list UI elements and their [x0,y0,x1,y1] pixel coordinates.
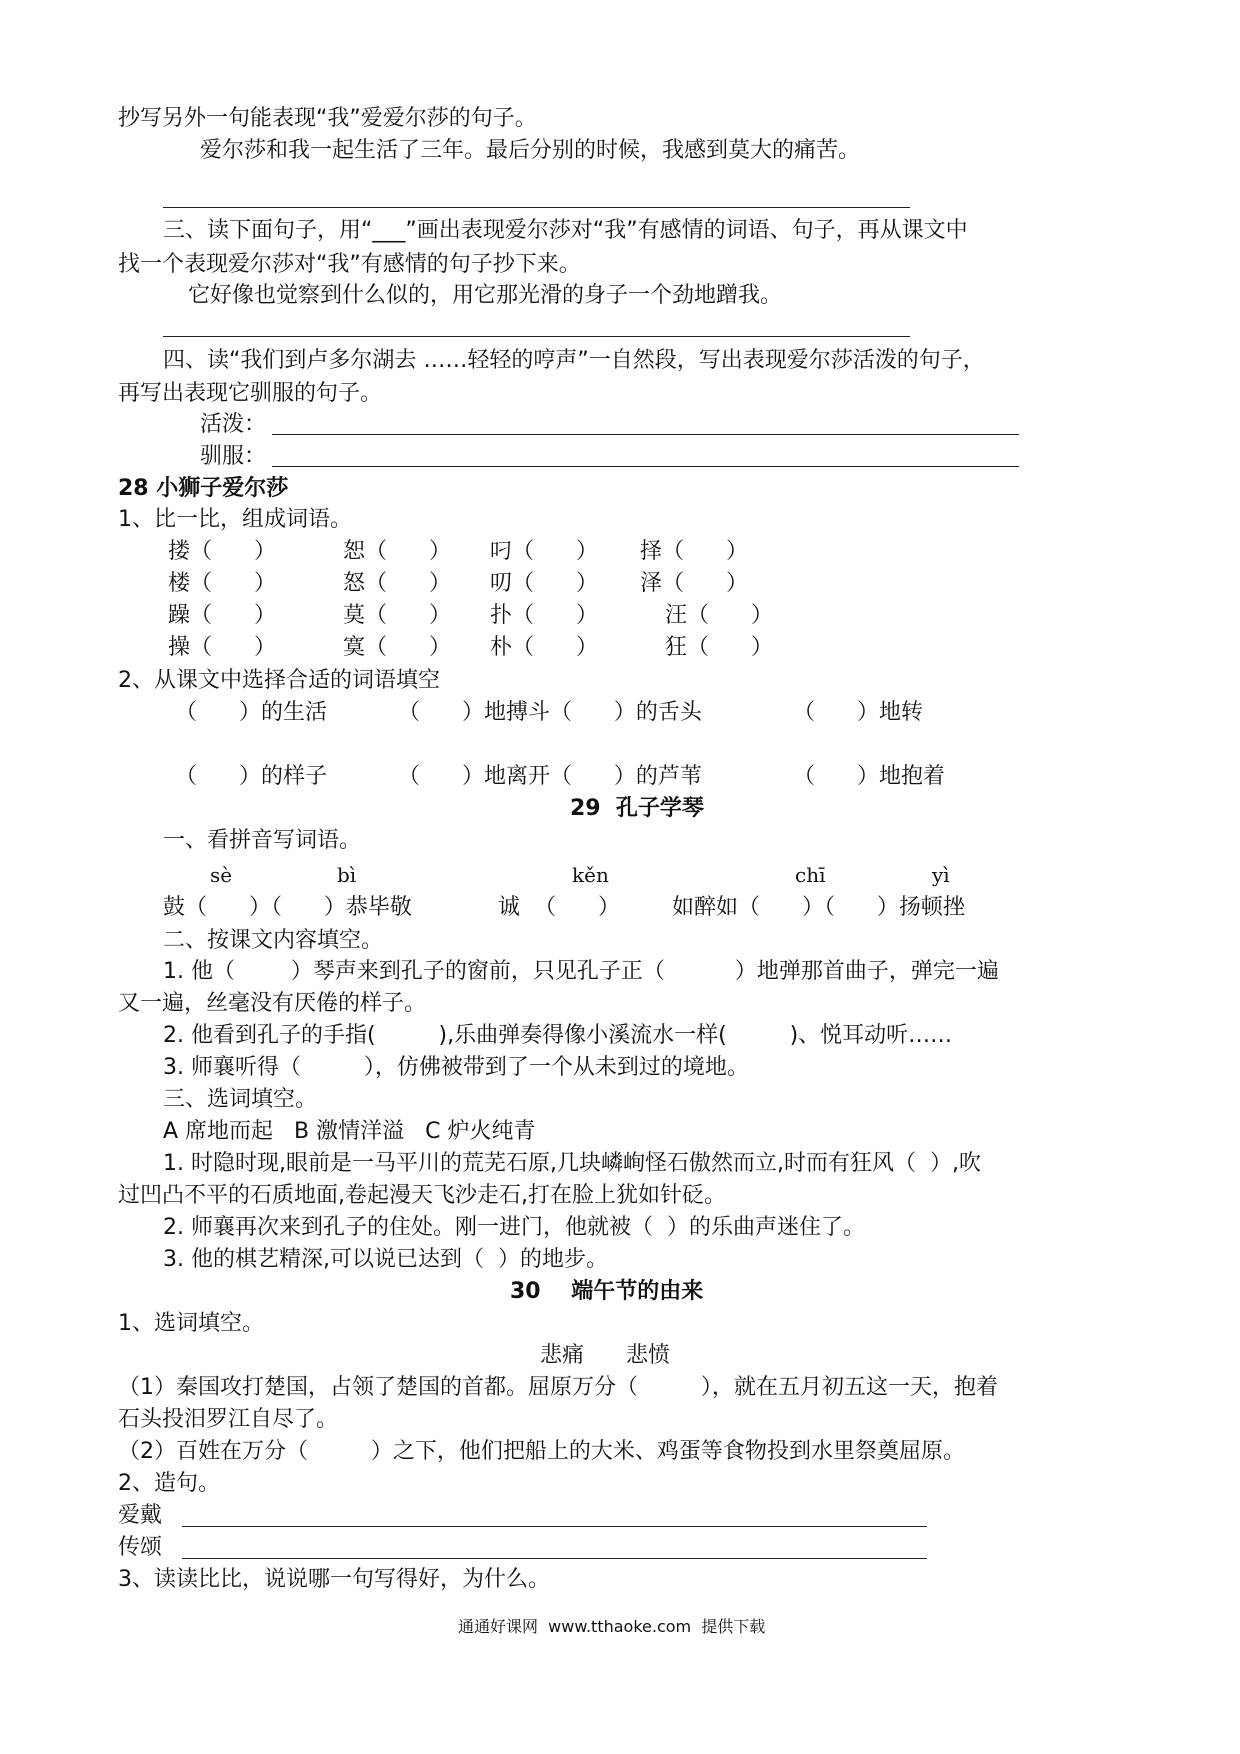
fill-sentence: 石头投汨罗江自尽了。 [118,1407,339,1432]
q3-line-2: 找一个表现爱尔莎对“我”有感情的句子抄下来。 [118,252,581,277]
char-item: 叨（ ） [490,571,598,596]
fill-item: （ ）的样子 [175,764,327,789]
sec30-q1: 1、选词填空。 [118,1311,264,1336]
choice-sentence: 2. 师襄再次来到孔子的住处。刚一进门，他就被（ ）的乐曲声迷住了。 [163,1215,865,1240]
pinyin-word: 鼓（ ）（ ）恭毕敬 [163,895,412,920]
fill-sentence: 3. 师襄听得（ ），仿佛被带到了一个从未到过的境地。 [163,1055,749,1080]
fill-sentence: （1）秦国攻打楚国，占领了楚国的首都。屈原万分（ ），就在五月初五这一天，抱着 [118,1375,998,1400]
char-item: 搂（ ） [168,539,276,564]
pinyin: bì [337,863,357,887]
q4-line-2: 再写出表现它驯服的句子。 [118,381,383,406]
fill-item: （ ）地离开（ ）的芦苇 [398,764,702,789]
pinyin: kěn [572,863,609,887]
lively-answer-line[interactable] [272,434,1019,435]
fill-item: （ ）地转 [793,700,923,725]
choice-sentence: 3. 他的棋艺精深,可以说已达到（ ）的地步。 [163,1247,608,1272]
sec29-h3: 三、选词填空。 [163,1087,318,1112]
lesson-28-title: 28 小狮子爱尔莎 [118,476,289,501]
pinyin-word: 如醉如（ ）（ ）扬顿挫 [672,895,965,920]
char-item: 叼（ ） [490,539,598,564]
pinyin: sè [210,863,233,887]
answer-line[interactable] [182,1526,927,1527]
footer-credit: 通通好课网 www.tthaoke.com 提供下载 [458,1617,766,1636]
sec30-q3: 3、读读比比，说说哪一句写得好，为什么。 [118,1567,550,1592]
fill-sentence: （2）百姓在万分（ ）之下，他们把船上的大米、鸡蛋等食物投到水里祭奠屈原。 [118,1439,965,1464]
char-item: 恕（ ） [343,539,451,564]
q3-sentence: 它好像也觉察到什么似的，用它那光滑的身子一个劲地蹭我。 [188,283,783,308]
char-item: 泽（ ） [640,571,748,596]
pinyin: chī [795,863,826,887]
char-item: 寞（ ） [343,635,451,660]
char-item: 择（ ） [640,539,748,564]
answer-line[interactable] [163,336,910,337]
sec29-h2: 二、按课文内容填空。 [163,928,384,953]
tame-label: 驯服： [200,444,267,469]
lively-label: 活泼： [200,412,267,437]
char-item: 躁（ ） [168,603,276,628]
pinyin: yì [932,863,950,887]
q2-prompt: 抄写另外一句能表现“我”爱爱尔莎的句子。 [118,106,537,131]
pinyin-word: 诚 （ ） [498,895,620,920]
word-choices: 悲痛 悲愤 [540,1343,670,1368]
sec29-h1: 一、看拼音写词语。 [163,828,362,853]
char-item: 楼（ ） [168,571,276,596]
q3-line-1: 三、读下面句子，用“___”画出表现爱尔莎对“我”有感情的词语、句子，再从课文中 [163,218,968,243]
char-item: 狂（ ） [665,635,773,660]
sec28-q1: 1、比一比，组成词语。 [118,507,352,532]
sec30-q2: 2、造句。 [118,1471,220,1496]
choice-sentence: 过凹凸不平的石质地面,卷起漫天飞沙走石,打在脸上犹如针砭。 [118,1183,726,1208]
choice-sentence: 1. 时隐时现,眼前是一马平川的荒芜石原,几块嶙峋怪石傲然而立,时而有狂风（ ）,吹 [163,1151,981,1176]
lesson-29-title: 29 孔子学琴 [570,796,704,821]
sentence-word: 爱戴 [118,1503,163,1528]
q4-line-1: 四、读“我们到卢多尔湖去 ……轻轻的哼声”一自然段，写出表现爱尔莎活泼的句子， [163,348,985,373]
char-item: 朴（ ） [490,635,598,660]
char-item: 扑（ ） [490,603,598,628]
answer-line[interactable] [163,207,910,208]
fill-sentence: 2. 他看到孔子的手指( ),乐曲弹奏得像小溪流水一样( )、悦耳动听…… [163,1023,953,1048]
word-options: A 席地而起 B 激情洋溢 C 炉火纯青 [163,1119,536,1144]
fill-item: （ ）地搏斗（ ）的舌头 [398,700,702,725]
fill-sentence: 又一遍，丝毫没有厌倦的样子。 [118,991,427,1016]
char-item: 汪（ ） [665,603,773,628]
lesson-30-title: 30 端午节的由来 [510,1279,704,1304]
fill-item: （ ）的生活 [175,700,327,725]
fill-item: （ ）地抱着 [793,764,945,789]
tame-answer-line[interactable] [272,466,1019,467]
char-item: 怒（ ） [343,571,451,596]
char-item: 莫（ ） [343,603,451,628]
q2-sentence: 爱尔莎和我一起生活了三年。最后分别的时候，我感到莫大的痛苦。 [200,138,861,163]
sentence-word: 传颂 [118,1535,163,1560]
sec28-q2: 2、从课文中选择合适的词语填空 [118,668,440,693]
char-item: 操（ ） [168,635,276,660]
fill-sentence: 1. 他（ ）琴声来到孔子的窗前，只见孔子正（ ）地弹那首曲子，弹完一遍 [163,959,999,984]
answer-line[interactable] [182,1558,927,1559]
